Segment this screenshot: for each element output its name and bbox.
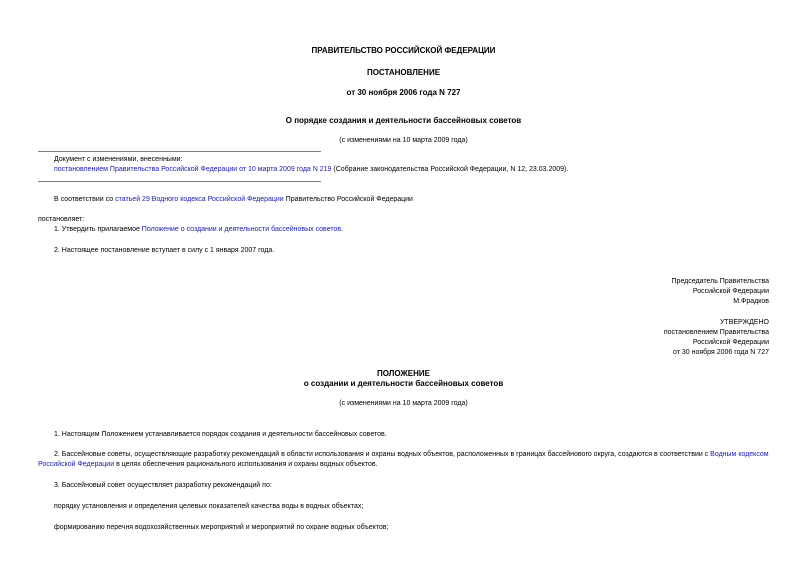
- paragraph-2-text-start: 2. Бассейновые советы, осуществляющие разработку рекомендаций в области использования и охраны водных объектов, расположенных в границах бассейнового округа, создаются в соответствии с: [54, 451, 711, 458]
- regulation-subtitle: о создании и деятельности бассейновых советов: [303, 379, 504, 388]
- revision-note: (с изменениями на 10 марта 2009 года): [339, 137, 468, 144]
- item-1-text-start: 1. Утвердить прилагаемое: [54, 226, 142, 233]
- document-type: ПОСТАНОВЛЕНИЕ: [366, 68, 441, 77]
- water-code-link[interactable]: Водным кодексом Российской Федерации: [38, 451, 769, 468]
- regulation-revision-note: (с изменениями на 10 марта 2009 года): [339, 400, 468, 407]
- amendment-link[interactable]: постановлением Правительства Российской Федерации от 10 марта 2009 года N 219: [54, 166, 332, 173]
- changes-line: [54, 165, 568, 175]
- signature-name: М.Фрадков: [733, 298, 769, 305]
- signature-country: Российской Федерации: [692, 288, 769, 295]
- regulation-paragraph-2: [38, 450, 770, 470]
- changes-intro: Документ с изменениями, внесенными:: [54, 156, 183, 163]
- item-1-text-end: .: [341, 226, 344, 233]
- preamble-text-end: Правительство Российской Федерации: [283, 196, 413, 203]
- approved-by: постановлением Правительства: [663, 329, 769, 336]
- changes-top-rule: [38, 151, 321, 152]
- changes-bottom-rule: [38, 181, 321, 182]
- approved-heading: УТВЕРЖДЕНО: [719, 319, 769, 326]
- preamble-text-start: В соответствии со: [54, 196, 116, 203]
- approved-date-number: от 30 ноября 2006 года N 727: [673, 349, 769, 356]
- paragraph-2-text-end: в целях обеспечения рационального использования и охраны водных объектов.: [114, 461, 378, 468]
- regulation-title: ПОЛОЖЕНИЕ: [377, 369, 430, 378]
- regulation-link[interactable]: Положение о создании и деятельности бассейновых советов: [141, 226, 342, 233]
- item-2: 2. Настоящее постановление вступает в силу с 1 января 2007 года.: [54, 247, 275, 254]
- document-title: О порядке создания и деятельности бассейновых советов: [285, 116, 522, 125]
- regulation-paragraph-3a: порядку установления и определения целевых показателей качества воды в водных объектах;: [54, 503, 364, 510]
- regulation-paragraph-3: 3. Бассейновый совет осуществляет разработку рекомендаций по:: [54, 482, 272, 489]
- amendment-source: (Собрание законодательства Российской Федерации, N 12, 23.03.2009).: [331, 166, 569, 173]
- approved-country: Российской Федерации: [692, 339, 769, 346]
- regulation-paragraph-3b: формированию перечня водохозяйственных мероприятий и мероприятий по охране водных объектов;: [54, 524, 389, 531]
- document-date-number: от 30 ноября 2006 года N 727: [346, 88, 461, 97]
- item-1: [54, 225, 343, 235]
- water-code-article-link[interactable]: статьей 29 Водного кодекса Российской Федерации: [115, 196, 284, 203]
- regulation-paragraph-1: 1. Настоящим Положением устанавливается порядок создания и деятельности бассейновых советов.: [54, 431, 387, 438]
- government-heading: ПРАВИТЕЛЬСТВО РОССИЙСКОЙ ФЕДЕРАЦИИ: [311, 46, 496, 55]
- preamble: [54, 195, 413, 205]
- resolves-text: постановляет:: [38, 216, 85, 223]
- signature-position: Председатель Правительства: [671, 278, 769, 285]
